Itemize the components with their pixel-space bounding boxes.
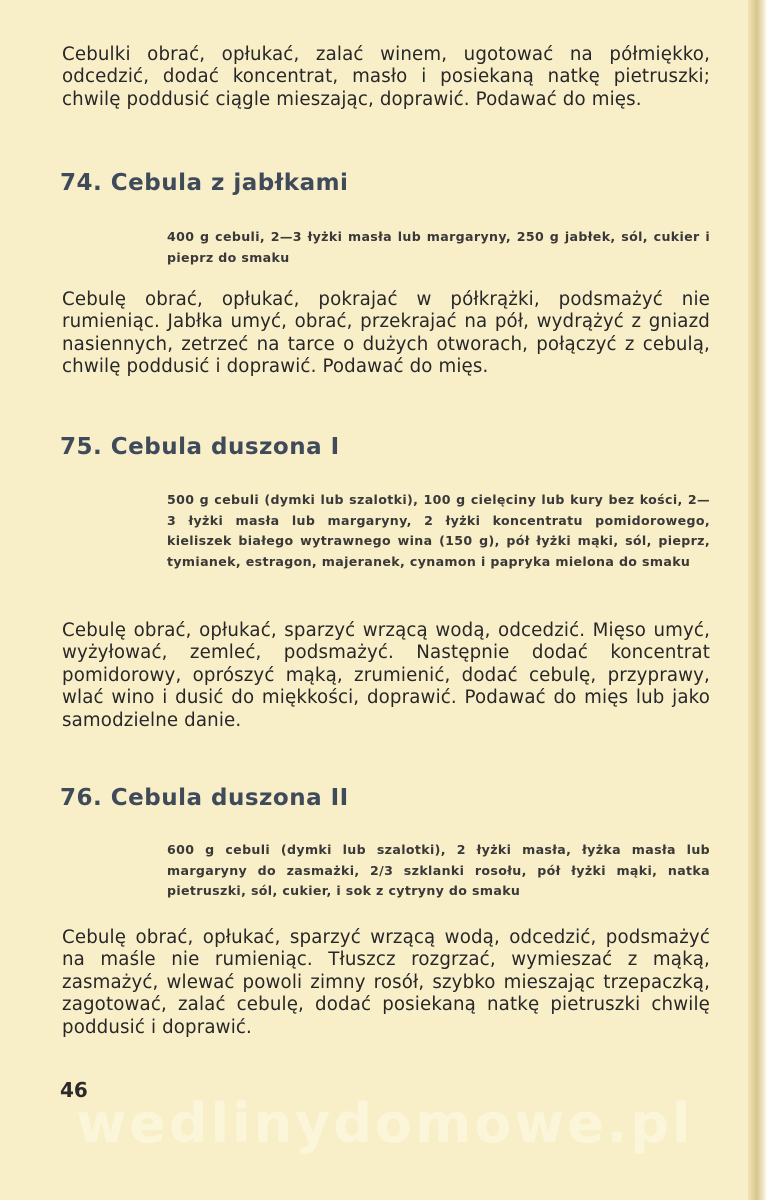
intro-paragraph: Cebulki obrać, opłukać, zalać winem, ugotować na półmiękko, odcedzić, dodać koncentrat, masło i posiekaną natkę pietruszki; chwilę poddusić ciągle mieszając, doprawić. Podawać do mięs. — [62, 44, 710, 110]
recipe-76-method: Cebulę obrać, opłukać, sparzyć wrzącą wodą, odcedzić, podsmażyć na maśle nie rumieniąc. Tłuszcz rozgrzać, wymieszać z mąką, zasmażyć, wlewać powoli zimny rosół, szybko mieszając trzepaczką, zagotować, zalać cebulę, dodać posiekaną natkę pietruszki chwilę poddusić i doprawić. — [62, 927, 710, 1038]
page-edge — [748, 0, 766, 1200]
watermark-text: wedlinydomowe.pl — [76, 1092, 694, 1155]
page-number: 46 — [60, 1078, 88, 1102]
recipe-75-method: Cebulę obrać, opłukać, sparzyć wrzącą wodą, odcedzić. Mięso umyć, wyżyłować, zemleć, podsmażyć. Następnie dodać koncentrat pomidorowy, oprószyć mąką, zrumienić, dodać cebulę, przyprawy, wlać wino i dusić do miękkości, doprawić. Podawać do mięs lub jako samodzielne danie. — [62, 620, 710, 731]
recipe-75-ingredients: 500 g cebuli (dymki lub szalotki), 100 g cielęciny lub kury bez kości, 2—3 łyżki masła lub margaryny, 2 łyżki koncentratu pomidorowego, kieliszek białego wytrawnego wina (150 g), pół łyżki mąki, sól, pieprz, tymianek, estragon, majeranek, cynamon i papryka mielona do smaku — [167, 492, 710, 569]
recipe-76-ingredients: 600 g cebuli (dymki lub szalotki), 2 łyżki masła, łyżka masła lub margaryny do zasmażki, 2/3 szklanki rosołu, pół łyżki mąki, natka pietruszki, sól, cukier, i sok z cytryny do smaku — [167, 842, 710, 898]
recipe-74-method: Cebulę obrać, opłukać, pokrajać w półkrążki, podsmażyć nie rumieniąc. Jabłka umyć, obrać, przekrajać na pół, wydrążyć z gniazd nasiennych, zetrzeć na tarce o dużych otworach, połączyć z cebulą, chwilę poddusić i doprawić. Podawać do mięs. — [62, 289, 710, 378]
recipe-74-ingredients: 400 g cebuli, 2—3 łyżki masła lub margaryny, 250 g jabłek, sól, cukier i pieprz do smaku — [167, 229, 710, 265]
recipe-76-title: 76. Cebula duszona II — [60, 785, 349, 811]
recipe-74-title: 74. Cebula z jabłkami — [60, 170, 349, 196]
recipe-75-title: 75. Cebula duszona I — [60, 434, 340, 460]
